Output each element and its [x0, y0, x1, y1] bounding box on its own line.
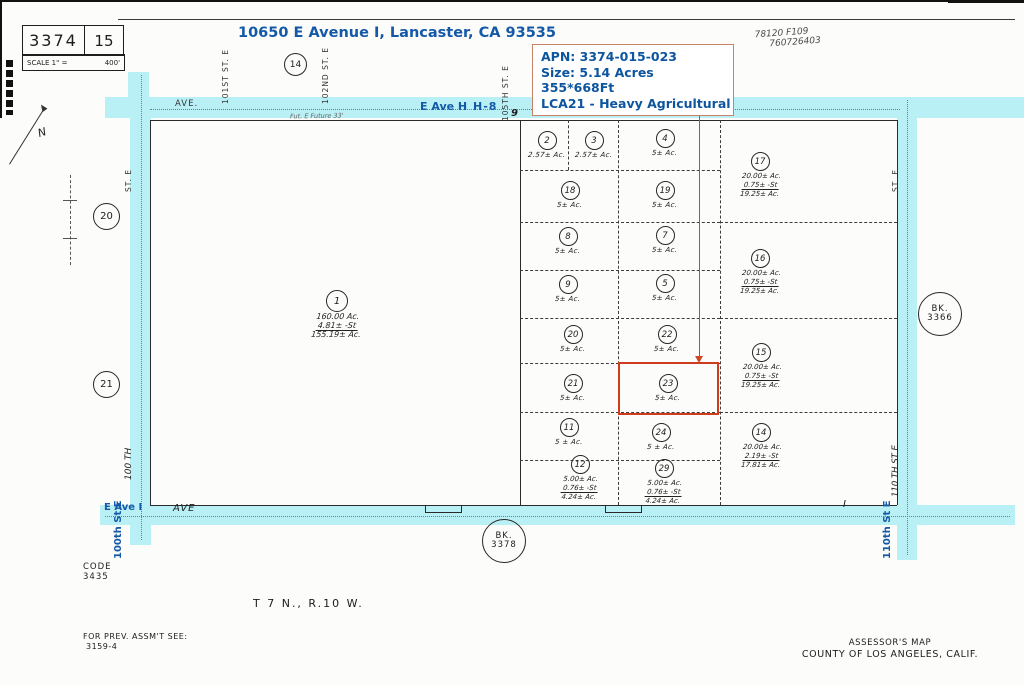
parcel-3: 3 2.57± Ac.: [554, 131, 634, 159]
parcel-1: 1 160.00 Ac. 4.81± -St 155.19± Ac.: [297, 290, 377, 340]
prev-assessment-note: FOR PREV. ASSM'T SEE: 3159-4: [83, 632, 188, 651]
ruler-ticks: [6, 60, 13, 115]
parcel-11: 11 5 ± Ac.: [529, 418, 609, 446]
parcel-8: 8 5± Ac.: [528, 227, 608, 255]
pointer-line: [699, 110, 700, 357]
frame-top-edge: [0, 0, 1024, 2]
parcel-grid-line: [520, 222, 720, 223]
info-apn: APN: 3374-015-023: [541, 49, 677, 64]
book-number: 3374: [23, 26, 85, 55]
street-label-ave-i: E Ave I: [104, 502, 143, 513]
boundary-105th-line: [520, 120, 521, 505]
cross-street-101st: 101ST ST. E: [221, 48, 230, 104]
frontage-step: [605, 505, 642, 513]
ave-label: AVE.: [175, 99, 199, 109]
parcel-grid-line: [520, 170, 720, 171]
frame-corner-edge: [948, 0, 1024, 3]
street-band-100th-stub: [128, 72, 149, 97]
handwritten-reference: 78120 F109 760726403: [754, 26, 822, 50]
parcel-22: 22 5± Ac.: [627, 325, 707, 353]
title-block: [22, 25, 124, 56]
parcel-16: 16 20.00± Ac. 0.75± -St 19.25± Ac.: [720, 249, 800, 296]
centerline-100th: [141, 75, 142, 540]
street-label-100th-printed: ST. E: [124, 169, 133, 192]
street-band-ave-i: [100, 505, 1015, 525]
frontage-step: [425, 505, 462, 513]
survey-note: Fut. E Future 33': [289, 111, 344, 121]
street-label-ave-h: E Ave H: [420, 100, 468, 113]
centerline-110th: [907, 100, 908, 555]
scale-box: [22, 54, 125, 71]
parcel-info-box: [532, 44, 734, 116]
parcel-7: 7 5± Ac.: [625, 226, 705, 254]
book-circle-3378: BK. 3378: [482, 519, 526, 563]
street-label-100th-handwritten: 100 TH: [124, 447, 134, 480]
parcel-4: 4 5± Ac.: [625, 129, 705, 157]
cross-street-102nd: 102ND ST. E: [321, 46, 330, 104]
street-label-110th-blue: 110th St E: [882, 500, 893, 559]
section-circle-14: 14: [284, 53, 307, 76]
book-circle-3366: BK. 3366: [918, 292, 962, 336]
parcel-29: 29 5.00± Ac. 0.76± -St 4.24± Ac.: [624, 459, 704, 506]
info-zoning: LCA21 - Heavy Agricultural: [541, 95, 731, 111]
north-label: N: [36, 125, 49, 140]
parcel-14-east: 14 20.00± Ac. 2.19± -St 17.81± Ac.: [721, 423, 801, 470]
boundary-bottom: [150, 505, 897, 506]
sheet-top-line: [118, 19, 1015, 20]
street-label-110th-printed: ST. E: [891, 169, 900, 192]
parcel-grid-line: [520, 270, 720, 271]
parcel-23-subject: 23 5± Ac.: [628, 374, 708, 402]
pointer-arrowhead-icon: [695, 356, 703, 363]
boundary-top: [150, 120, 897, 121]
parcel-5: 5 5± Ac.: [625, 274, 705, 302]
page-number: 15: [94, 31, 114, 50]
section-line: [70, 175, 71, 265]
street-code-h8: H-8: [473, 100, 498, 113]
ave-i-handwritten: AVE: [173, 503, 196, 514]
cross-street-105th: 105TH ST. E: [501, 65, 510, 121]
parcel-2: 2 2.57± Ac.: [507, 131, 587, 159]
scale-value: 400': [104, 58, 120, 67]
parcel-grid-line: [720, 222, 897, 223]
township-range-label: T 7 N., R.10 W.: [253, 597, 364, 610]
parcel-grid-line: [720, 318, 897, 319]
boundary-left: [150, 120, 151, 505]
parcel-9: 9 5± Ac.: [528, 275, 608, 303]
parcel-24: 24 5 ± Ac.: [621, 423, 701, 451]
parcel-19: 19 5± Ac.: [625, 181, 705, 209]
parcel-17: 17 20.00± Ac. 0.75± -St 19.25± Ac.: [720, 152, 800, 199]
parcel-grid-line: [520, 318, 720, 319]
parcel-21: 21 5± Ac.: [533, 374, 613, 402]
section-circle-20: 20: [93, 203, 120, 230]
parcel-grid-line: [618, 120, 619, 505]
info-dimensions: 355*668Ft: [541, 80, 615, 95]
info-size: Size: 5.14 Acres: [541, 64, 654, 80]
parcel-18: 18 5± Ac.: [530, 181, 610, 209]
section-tick: [63, 238, 77, 239]
north-arrowhead-icon: [39, 103, 48, 112]
assessor-map-credit: ASSESSOR'S MAP COUNTY OF LOS ANGELES, CALIF.: [801, 638, 979, 660]
street-label-110th-handwritten: 110 TH ST E: [891, 445, 901, 497]
parcel-15: 15 20.00± Ac. 0.75± -St 19.25± Ac.: [721, 343, 801, 390]
scale-label: SCALE 1" =: [27, 58, 68, 67]
code-block: CODE 3435: [83, 562, 112, 582]
frame-left-edge: [0, 0, 2, 118]
corner-survey-mark: 9: [511, 108, 518, 119]
parcel-grid-line: [720, 412, 897, 413]
property-address: 10650 E Avenue I, Lancaster, CA 93535: [238, 25, 556, 41]
parcel-12: 12 5.00± Ac. 0.76± -St 4.24± Ac.: [540, 455, 620, 502]
ave-i-handwritten-i: I: [843, 499, 846, 510]
parcel-20: 20 5± Ac.: [533, 325, 613, 353]
section-circle-21: 21: [93, 371, 120, 398]
centerline-ave-i: [105, 516, 1010, 517]
centerline-ave-h: [150, 109, 900, 110]
section-tick: [63, 200, 77, 201]
street-label-100th-blue: 100th St E: [113, 500, 124, 559]
